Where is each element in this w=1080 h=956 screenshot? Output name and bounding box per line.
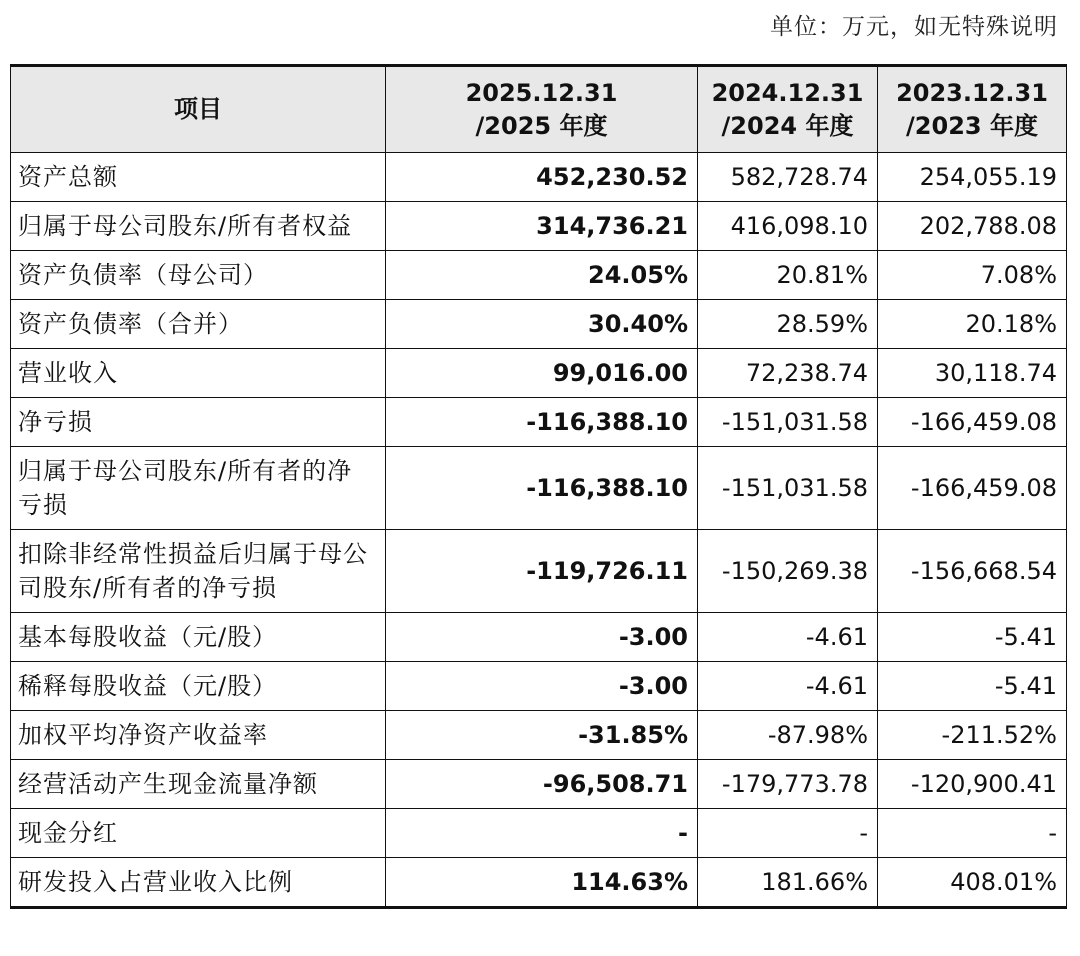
value-2023: -120,900.41 [878, 760, 1067, 809]
row-label: 加权平均净资产收益率 [11, 711, 386, 760]
value-2024: -4.61 [698, 613, 878, 662]
value-2024: -150,269.38 [698, 530, 878, 613]
value-2023: -166,459.08 [878, 398, 1067, 447]
value-2024: - [698, 809, 878, 858]
value-2025: 99,016.00 [386, 349, 698, 398]
table-row [11, 711, 1067, 760]
row-label: 扣除非经常性损益后归属于母公司股东/所有者的净亏损 [11, 530, 386, 613]
table-row [11, 809, 1067, 858]
table-row [11, 398, 1067, 447]
value-2023: - [878, 809, 1067, 858]
value-2023: -166,459.08 [878, 447, 1067, 530]
table-row [11, 858, 1067, 908]
value-2024: -87.98% [698, 711, 878, 760]
value-2024: 181.66% [698, 858, 878, 908]
value-2024: 28.59% [698, 300, 878, 349]
row-label: 资产负债率（母公司） [11, 251, 386, 300]
value-2023: 254,055.19 [878, 153, 1067, 202]
value-2024: -179,773.78 [698, 760, 878, 809]
value-2023: 7.08% [878, 251, 1067, 300]
table-row [11, 613, 1067, 662]
value-2024: 416,098.10 [698, 202, 878, 251]
value-2025: -3.00 [386, 662, 698, 711]
row-label: 现金分红 [11, 809, 386, 858]
row-label: 归属于母公司股东/所有者的净亏损 [11, 447, 386, 530]
value-2025: 114.63% [386, 858, 698, 908]
row-label: 资产总额 [11, 153, 386, 202]
value-2023: -156,668.54 [878, 530, 1067, 613]
value-2023: 202,788.08 [878, 202, 1067, 251]
value-2024: -151,031.58 [698, 447, 878, 530]
value-2024: 72,238.74 [698, 349, 878, 398]
row-label: 基本每股收益（元/股） [11, 613, 386, 662]
value-2025: - [386, 809, 698, 858]
table-row [11, 349, 1067, 398]
row-label: 资产负债率（合并） [11, 300, 386, 349]
unit-note: 单位：万元，如无特殊说明 [770, 14, 1058, 40]
row-label: 稀释每股收益（元/股） [11, 662, 386, 711]
value-2023: -211.52% [878, 711, 1067, 760]
value-2024: -151,031.58 [698, 398, 878, 447]
header-2023: 2023.12.31 /2023 年度 [878, 66, 1067, 153]
header-2024: 2024.12.31 /2024 年度 [698, 66, 878, 153]
value-2025: -96,508.71 [386, 760, 698, 809]
table-row [11, 251, 1067, 300]
table-row [11, 153, 1067, 202]
value-2023: 30,118.74 [878, 349, 1067, 398]
row-label: 营业收入 [11, 349, 386, 398]
value-2024: -4.61 [698, 662, 878, 711]
row-label: 归属于母公司股东/所有者权益 [11, 202, 386, 251]
table-row [11, 447, 1067, 530]
value-2023: 20.18% [878, 300, 1067, 349]
financial-data-table [10, 64, 1067, 909]
header-item: 项目 [11, 66, 386, 153]
header-2025: 2025.12.31 /2025 年度 [386, 66, 698, 153]
row-label: 经营活动产生现金流量净额 [11, 760, 386, 809]
value-2025: -116,388.10 [386, 447, 698, 530]
value-2023: -5.41 [878, 662, 1067, 711]
row-label: 研发投入占营业收入比例 [11, 858, 386, 908]
table-row [11, 202, 1067, 251]
value-2025: 24.05% [386, 251, 698, 300]
row-label: 净亏损 [11, 398, 386, 447]
value-2025: -3.00 [386, 613, 698, 662]
table-header-row [11, 66, 1067, 153]
value-2025: -31.85% [386, 711, 698, 760]
value-2025: -119,726.11 [386, 530, 698, 613]
table-row [11, 760, 1067, 809]
value-2025: -116,388.10 [386, 398, 698, 447]
value-2024: 20.81% [698, 251, 878, 300]
value-2025: 314,736.21 [386, 202, 698, 251]
value-2024: 582,728.74 [698, 153, 878, 202]
value-2023: 408.01% [878, 858, 1067, 908]
value-2025: 30.40% [386, 300, 698, 349]
table-row [11, 300, 1067, 349]
table-row [11, 662, 1067, 711]
value-2023: -5.41 [878, 613, 1067, 662]
table-row [11, 530, 1067, 613]
value-2025: 452,230.52 [386, 153, 698, 202]
